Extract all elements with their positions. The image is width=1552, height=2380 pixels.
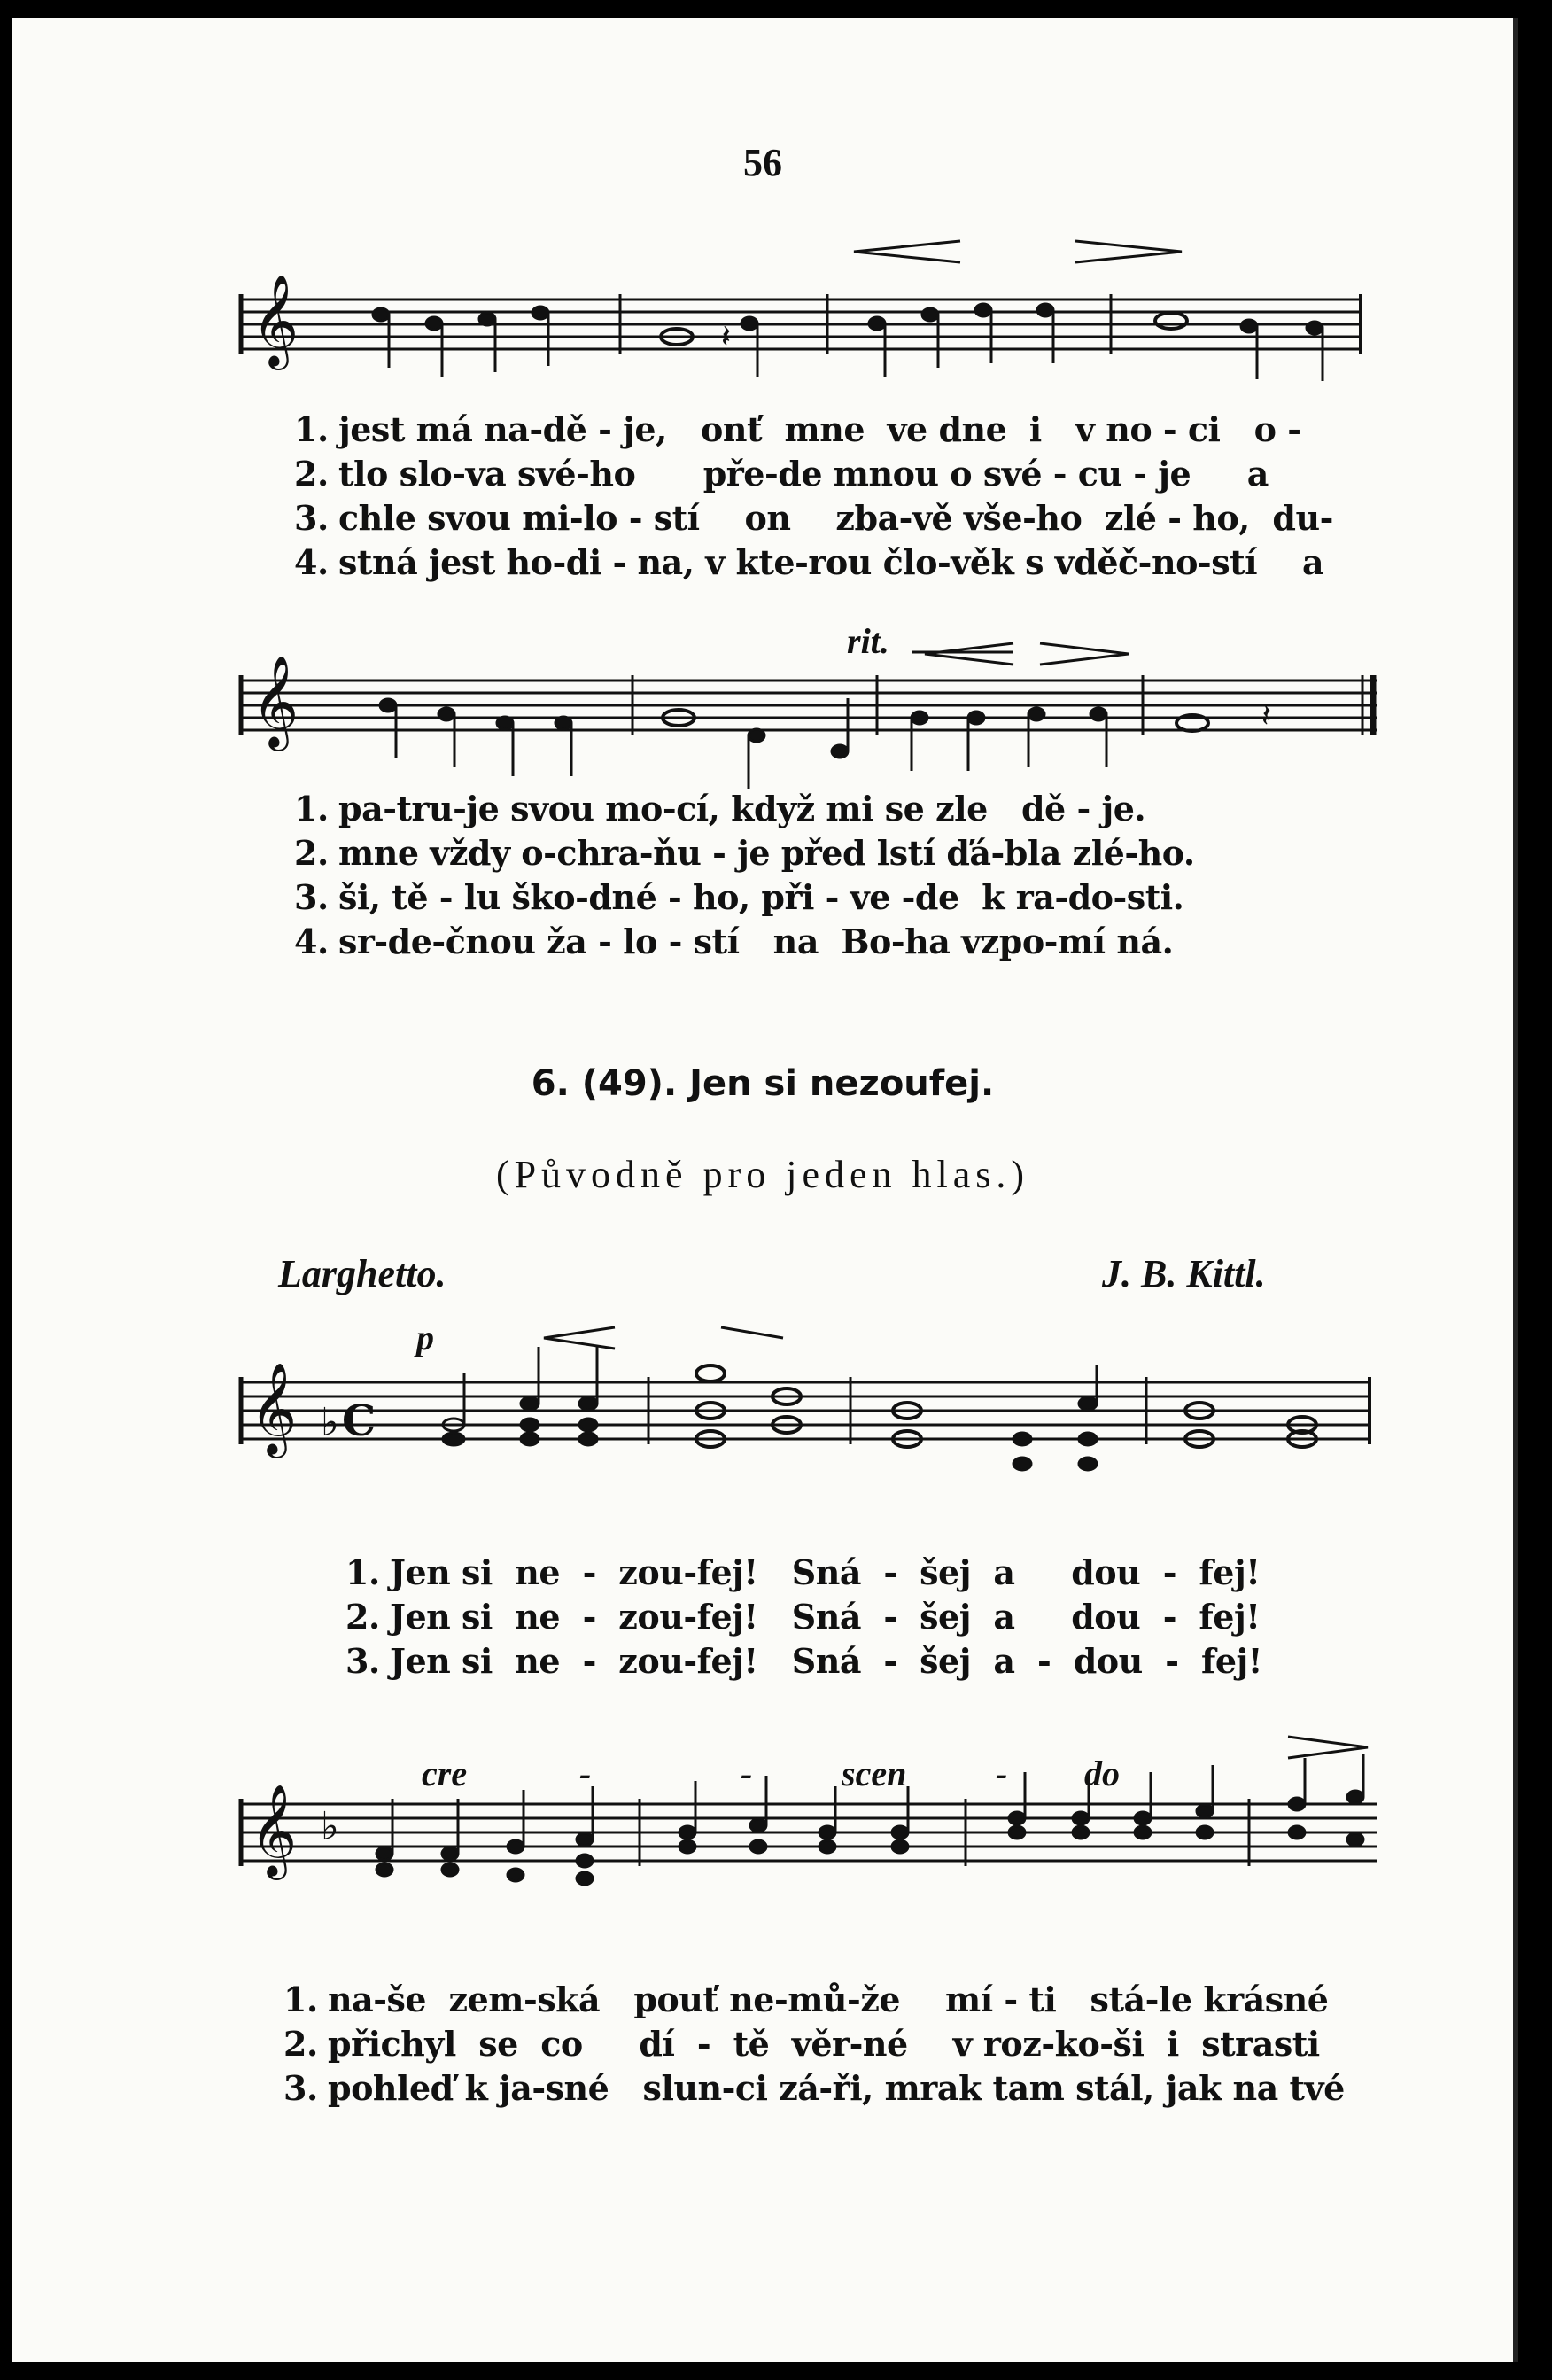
lyric-line: 3. chle svou mi-lo - stí on zba-vě vše-ho zlé - ho, du- — [294, 498, 1333, 538]
cresc-dash: - — [579, 1754, 592, 1793]
dynamic-piano: p — [416, 1318, 434, 1357]
treble-clef-icon: 𝄞 — [250, 1362, 298, 1455]
song-heading: 6. (49). Jen si nezoufej. — [531, 1063, 995, 1104]
lyric-line: 1. Jen si ne - zou-fej! Sná - šej a dou - fej! — [345, 1552, 1261, 1592]
flat-key-signature: ♭ — [321, 1804, 339, 1849]
page-sheet — [12, 18, 1518, 2362]
lyric-line: 2. tlo slo-va své-ho pře-de mnou o své - cu - je a — [294, 454, 1269, 494]
music-staff-4 — [12, 18, 1513, 2056]
treble-clef-icon: 𝄞 — [252, 655, 299, 748]
lyric-line: 2. Jen si ne - zou-fej! Sná - šej a dou - fej! — [345, 1597, 1261, 1637]
lyric-line: 1. pa-tru-je svou mo-cí, když mi se zle dě - je. — [294, 789, 1146, 828]
svg-text:𝄽: 𝄽 — [721, 319, 732, 355]
common-time-icon: C — [342, 1396, 376, 1446]
composer-name: J. B. Kittl. — [1102, 1252, 1266, 1295]
flat-key-signature: ♭ — [321, 1400, 339, 1445]
lyric-line: 1. na-še zem-ská pouť ne-mů-že mí - ti stá-le krásné — [283, 1979, 1329, 2019]
cresc-part: cre — [422, 1754, 468, 1793]
lyrics-block-4 — [283, 1978, 1345, 2111]
song-subtitle: (Původně pro jeden hlas.) — [495, 1153, 1030, 1196]
cresc-part: do — [1084, 1754, 1120, 1793]
cresc-dash: - — [996, 1754, 1008, 1793]
treble-clef-icon: 𝄞 — [250, 1784, 298, 1877]
lyric-line: 2. mne vždy o-chra-ňu - je před lstí ďá-bla zlé-ho. — [294, 833, 1195, 873]
lyric-line: 2. přichyl se co dí - tě věr-né v roz-ko-ši i strasti — [283, 2024, 1320, 2064]
ritardando-mark: rit. — [847, 621, 889, 661]
lyric-line: 1. jest má na-dě - je, onť mne ve dne i v no - ci o - — [294, 409, 1301, 449]
cresc-dash: - — [741, 1754, 753, 1793]
page-number: 56 — [743, 141, 782, 184]
tempo-marking: Larghetto. — [278, 1252, 446, 1295]
lyric-line: 3. ši, tě - lu ško-dné - ho, při - ve -de k ra-do-sti. — [294, 877, 1184, 917]
lyric-line: 3. Jen si ne - zou-fej! Sná - šej a - dou - fej! — [345, 1641, 1262, 1681]
cresc-part: scen — [842, 1754, 907, 1793]
lyric-line: 3. pohleď k ja-sné slun-ci zá-ři, mrak tam stál, jak na tvé — [283, 2068, 1345, 2108]
svg-text:𝄽: 𝄽 — [1261, 698, 1272, 735]
treble-clef-icon: 𝄞 — [252, 274, 299, 367]
lyric-line: 4. stná jest ho-di - na, v kte-rou člo-věk s vděč-no-stí a — [294, 542, 1324, 582]
lyric-line: 4. sr-de-čnou ža - lo - stí na Bo-ha vzpo-mí ná. — [294, 922, 1174, 961]
